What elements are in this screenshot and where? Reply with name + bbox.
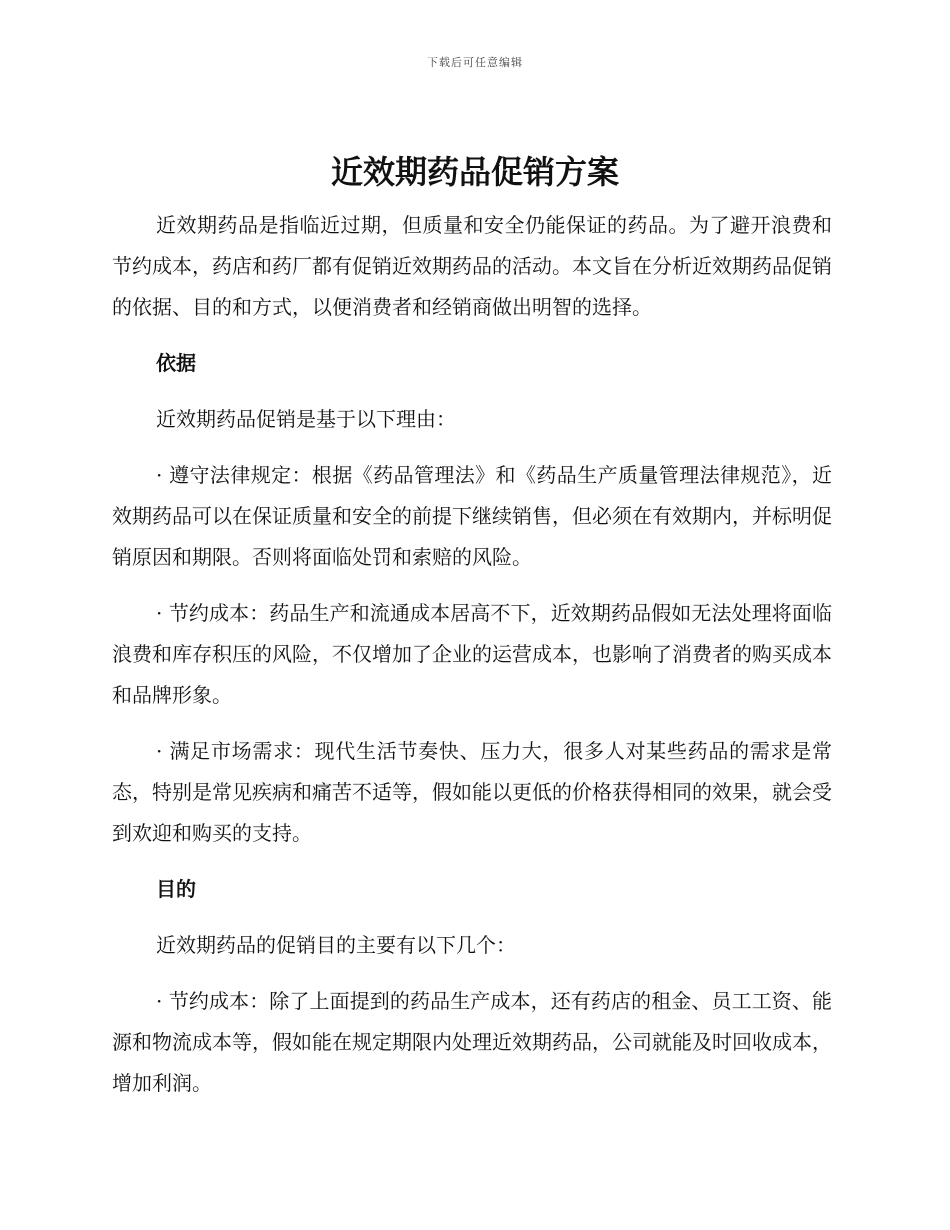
section-lead-purpose: 近效期药品的促销目的主要有以下几个：: [156, 933, 516, 957]
list-item: · 节约成本：药品生产和流通成本居高不下，近效期药品假如无法处理将面临浪费和库存积压的风险，不仅增加了企业的运营成本，也影响了消费者的购买成本和品牌形象。: [112, 601, 832, 707]
section-heading-basis: 依据: [156, 351, 196, 375]
section-heading-purpose: 目的: [156, 877, 196, 901]
list-item: · 满足市场需求：现代生活节奏快、压力大，很多人对某些药品的需求是常态，特别是常见疾病和痛苦不适等，假如能以更低的价格获得相同的效果，就会受到欢迎和购买的支持。: [112, 739, 832, 845]
document-title: 近效期药品促销方案: [330, 153, 619, 191]
section-lead-basis: 近效期药品促销是基于以下理由：: [156, 407, 456, 431]
list-item: · 节约成本：除了上面提到的药品生产成本，还有药店的租金、员工工资、能源和物流成本等，假如能在规定期限内处理近效期药品，公司就能及时回收成本，增加利润。: [112, 989, 832, 1095]
document-body: [112, 205, 832, 1104]
header-note: 下载后可任意编辑: [427, 56, 523, 69]
intro-paragraph: 近效期药品是指临近过期，但质量和安全仍能保证的药品。为了避开浪费和节约成本，药店和药厂都有促销近效期药品的活动。本文旨在分析近效期药品促销的依据、目的和方式，以便消费者和经销商做出明智的选择。: [112, 213, 832, 319]
list-item: · 遵守法律规定：根据《药品管理法》和《药品生产质量管理法律规范》，近效期药品可以在保证质量和安全的前提下继续销售，但必须在有效期内，并标明促销原因和期限。否则将面临处罚和索赔的风险。: [112, 463, 832, 569]
